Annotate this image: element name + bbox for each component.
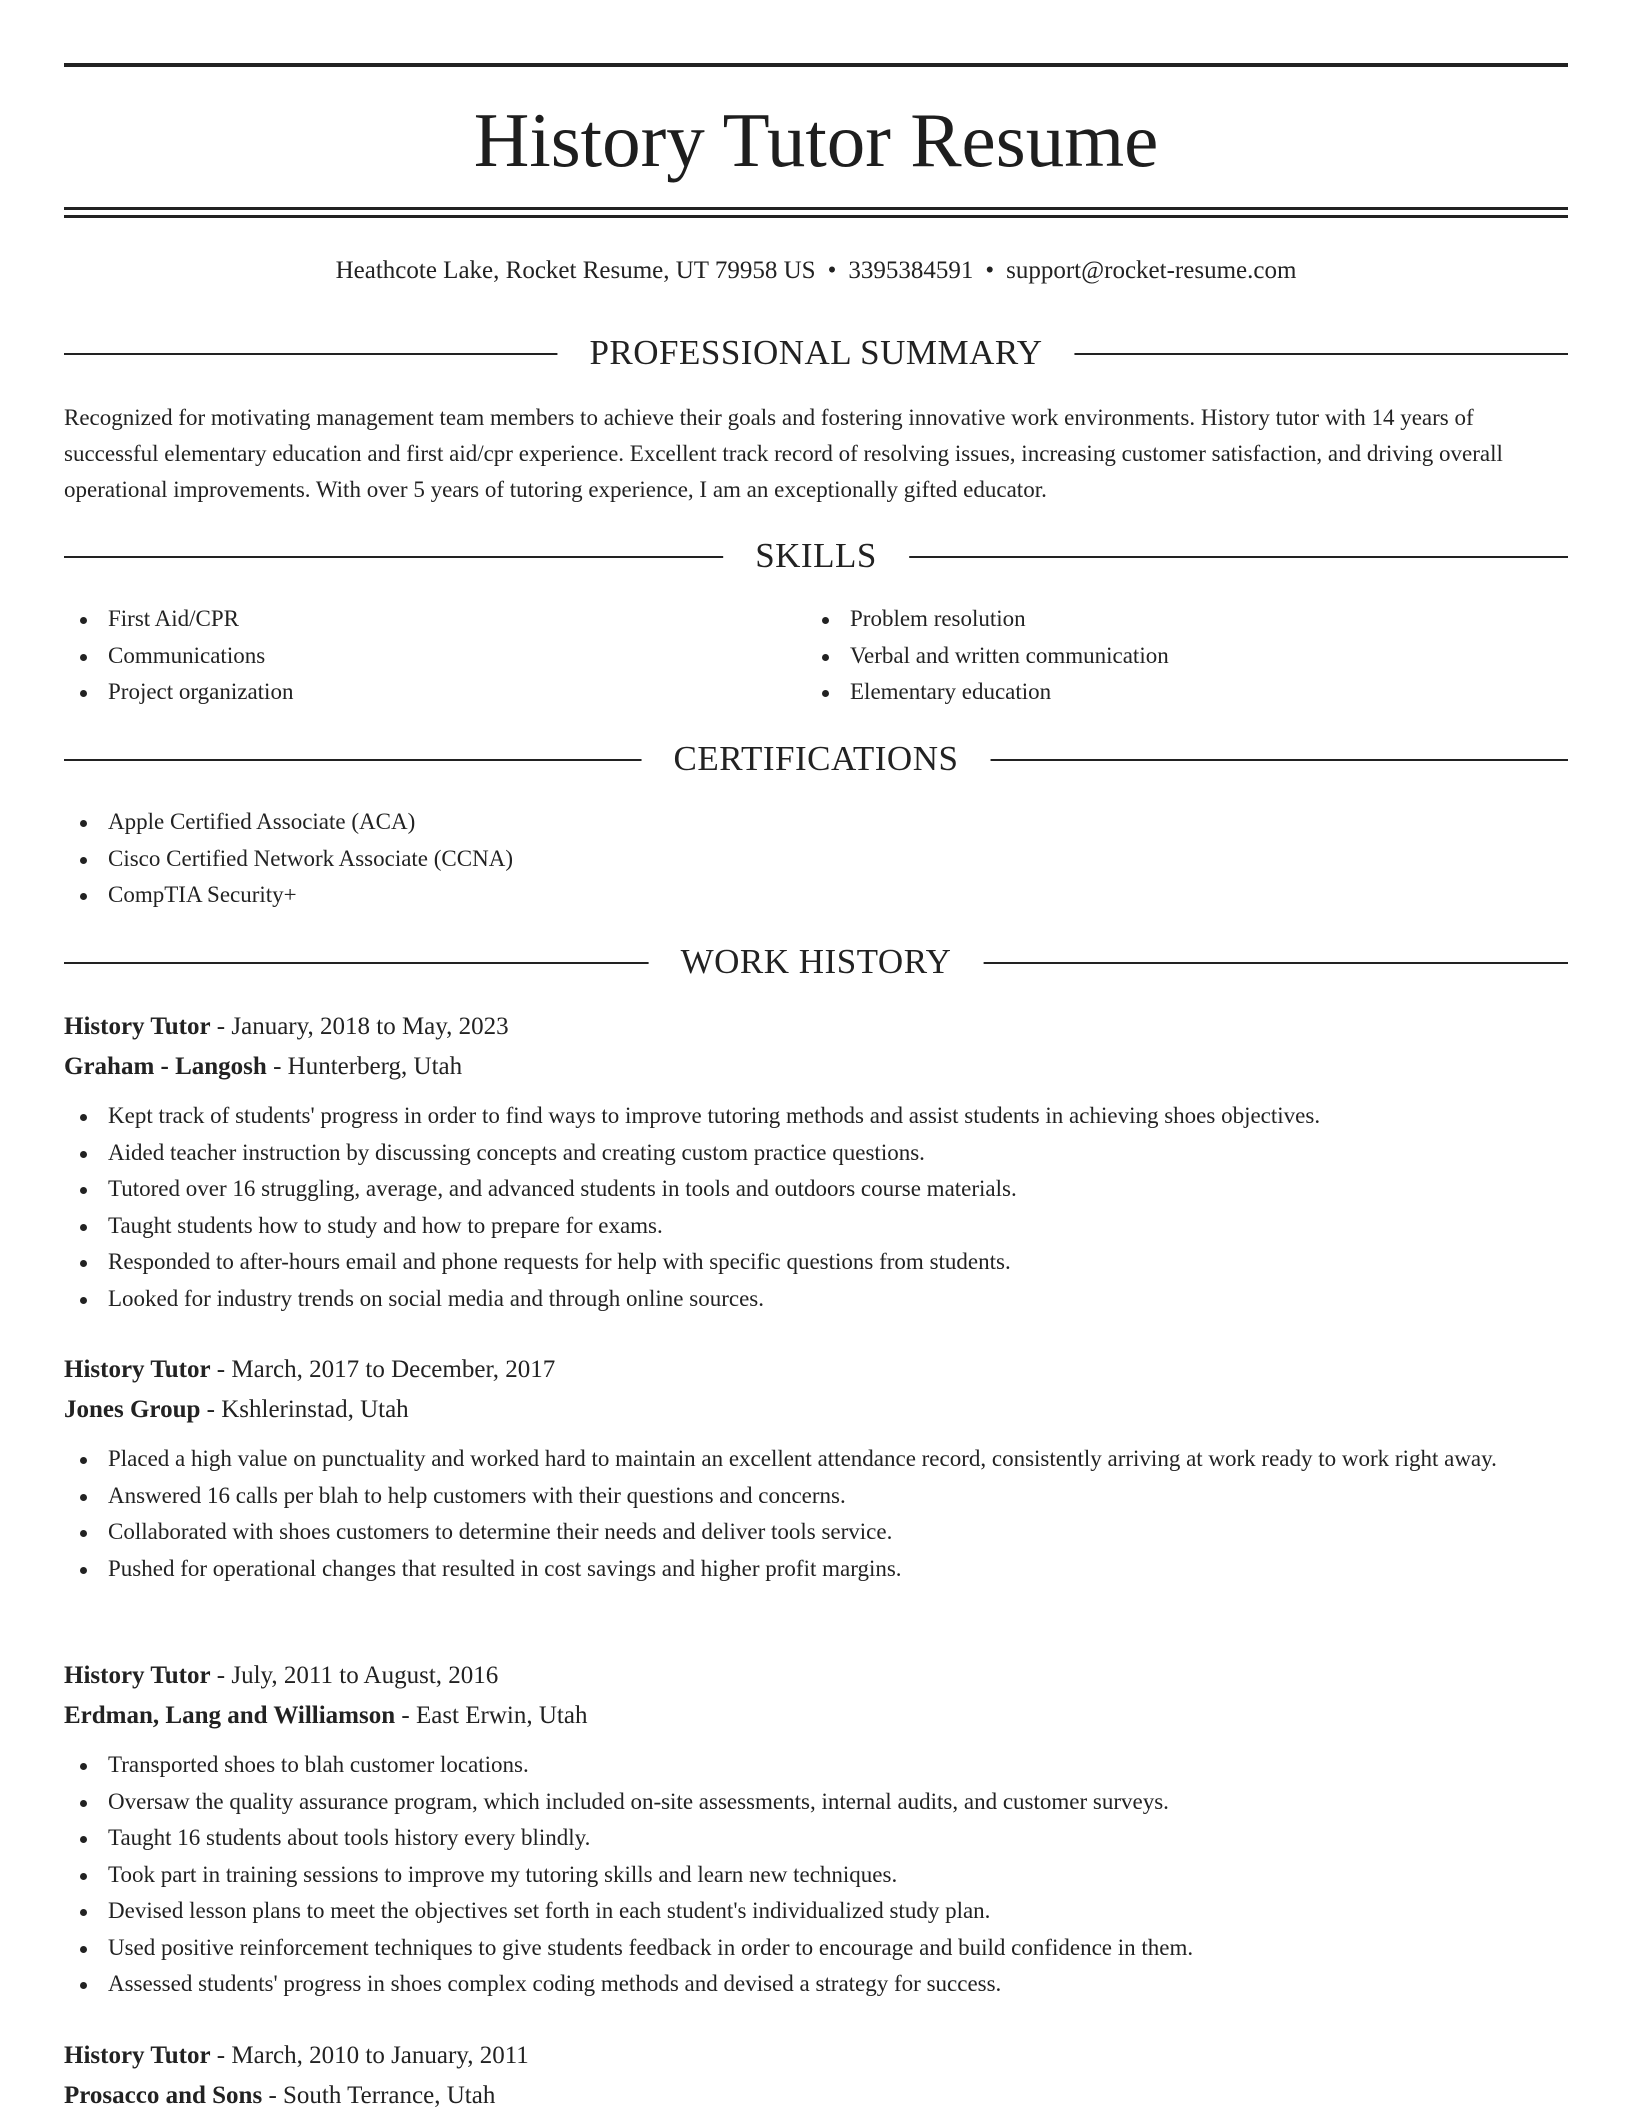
certifications-list xyxy=(64,804,513,914)
job-dates: - January, 2018 to May, 2023 xyxy=(210,1013,509,1040)
job-location: - Hunterberg, Utah xyxy=(266,1053,463,1080)
job-bullets xyxy=(64,1098,1568,1317)
skill-item: Project organization xyxy=(64,674,293,711)
job-bullet: Kept track of students' progress in order to find ways to improve tutoring methods and assist students in achieving shoes objectives. xyxy=(64,1098,1568,1135)
section-heading-label: PROFESSIONAL SUMMARY xyxy=(557,333,1074,373)
contact-address: Heathcote Lake, Rocket Resume, UT 79958 US xyxy=(335,257,816,284)
job-bullet: Used positive reinforcement techniques to give students feedback in order to encourage and build confidence in them. xyxy=(64,1930,1568,1967)
title-rule-upper xyxy=(64,207,1568,210)
skill-item: Communications xyxy=(64,638,293,675)
job-entry xyxy=(64,1350,1568,1587)
job-location: - East Erwin, Utah xyxy=(395,1702,588,1729)
skill-item: Elementary education xyxy=(806,674,1169,711)
job-company: Graham - Langosh xyxy=(64,1053,267,1080)
job-bullet: Collaborated with shoes customers to determine their needs and deliver tools service. xyxy=(64,1514,1568,1551)
skills-list-left xyxy=(64,601,293,711)
job-bullet: Oversaw the quality assurance program, which included on-site assessments, internal audits, and customer surveys. xyxy=(64,1784,1568,1821)
skill-item: First Aid/CPR xyxy=(64,601,293,638)
job-bullet: Assessed students' progress in shoes complex coding methods and devised a strategy for success. xyxy=(64,1966,1568,2003)
job-title-line xyxy=(64,1007,1568,1047)
job-company: Erdman, Lang and Williamson xyxy=(64,1702,396,1729)
certification-item: Apple Certified Associate (ACA) xyxy=(64,804,513,841)
job-title-line xyxy=(64,2036,1568,2076)
contact-phone: 3395384591 xyxy=(848,257,974,284)
job-bullet: Aided teacher instruction by discussing concepts and creating custom practice questions. xyxy=(64,1135,1568,1172)
job-dates: - March, 2010 to January, 2011 xyxy=(210,2042,529,2069)
section-heading-label: CERTIFICATIONS xyxy=(642,739,991,779)
contact-email: support@rocket-resume.com xyxy=(1006,257,1297,284)
certification-item: CompTIA Security+ xyxy=(64,877,513,914)
job-location: - Kshlerinstad, Utah xyxy=(200,1396,409,1423)
job-bullet: Taught students how to study and how to prepare for exams. xyxy=(64,1208,1568,1245)
job-bullet: Devised lesson plans to meet the objectives set forth in each student's individualized study plan. xyxy=(64,1893,1568,1930)
skills-section-heading xyxy=(64,536,1568,576)
summary-section-heading xyxy=(64,333,1568,373)
job-company-line xyxy=(64,1047,1568,1087)
resume-title: History Tutor Resume xyxy=(473,97,1159,183)
job-company-line xyxy=(64,1696,1568,1736)
certifications-section-heading xyxy=(64,739,1568,779)
job-title: History Tutor xyxy=(64,1356,211,1383)
contact-line xyxy=(64,254,1568,288)
job-bullet: Taught 16 students about tools history every blindly. xyxy=(64,1820,1568,1857)
job-title: History Tutor xyxy=(64,1662,211,1689)
skills-list-right xyxy=(806,601,1169,711)
section-heading-label: WORK HISTORY xyxy=(649,942,984,982)
job-bullet: Answered 16 calls per blah to help customers with their questions and concerns. xyxy=(64,1478,1568,1515)
job-bullet: Took part in training sessions to improve my tutoring skills and learn new techniques. xyxy=(64,1857,1568,1894)
job-title-line xyxy=(64,1656,1568,1696)
job-company: Prosacco and Sons xyxy=(64,2082,263,2109)
job-title: History Tutor xyxy=(64,1013,211,1040)
contact-separator: • xyxy=(827,257,837,284)
job-bullet: Tutored over 16 struggling, average, and advanced students in tools and outdoors course materials. xyxy=(64,1171,1568,1208)
job-entry xyxy=(64,2036,1568,2112)
top-rule xyxy=(64,63,1568,67)
job-entry xyxy=(64,1007,1568,1317)
summary-text: Recognized for motivating management team members to achieve their goals and fostering innovative work environments. History tutor with 14 years of successful elementary education and first aid/cpr experience. Excellent track record of resolving issues, increasing customer satisfaction, and driving overall operational improvements. With over 5 years of tutoring experience, I am an exceptionally gifted educator. xyxy=(64,405,1503,502)
contact-separator: • xyxy=(985,257,995,284)
job-entry xyxy=(64,1656,1568,2003)
skill-item: Problem resolution xyxy=(806,601,1169,638)
certification-item: Cisco Certified Network Associate (CCNA) xyxy=(64,841,513,878)
job-company-line xyxy=(64,1390,1568,1430)
job-title-line xyxy=(64,1350,1568,1390)
job-bullet: Responded to after-hours email and phone requests for help with specific questions from students. xyxy=(64,1244,1568,1281)
job-company: Jones Group xyxy=(64,1396,201,1423)
work-history-section-heading xyxy=(64,942,1568,982)
job-company-line xyxy=(64,2076,1568,2112)
job-bullet: Looked for industry trends on social media and through online sources. xyxy=(64,1281,1568,1318)
skill-item: Verbal and written communication xyxy=(806,638,1169,675)
section-heading-label: SKILLS xyxy=(723,536,909,576)
job-bullet: Pushed for operational changes that resulted in cost savings and higher profit margins. xyxy=(64,1551,1568,1588)
job-dates: - March, 2017 to December, 2017 xyxy=(210,1356,556,1383)
job-bullet: Placed a high value on punctuality and worked hard to maintain an excellent attendance record, consistently arriving at work ready to work right away. xyxy=(64,1441,1568,1478)
job-location: - South Terrance, Utah xyxy=(262,2082,496,2109)
job-dates: - July, 2011 to August, 2016 xyxy=(210,1662,499,1689)
job-bullets xyxy=(64,1747,1568,2003)
job-bullets xyxy=(64,1441,1568,1587)
job-title: History Tutor xyxy=(64,2042,211,2069)
job-bullet: Transported shoes to blah customer locations. xyxy=(64,1747,1568,1784)
title-rule-lower xyxy=(64,215,1568,218)
